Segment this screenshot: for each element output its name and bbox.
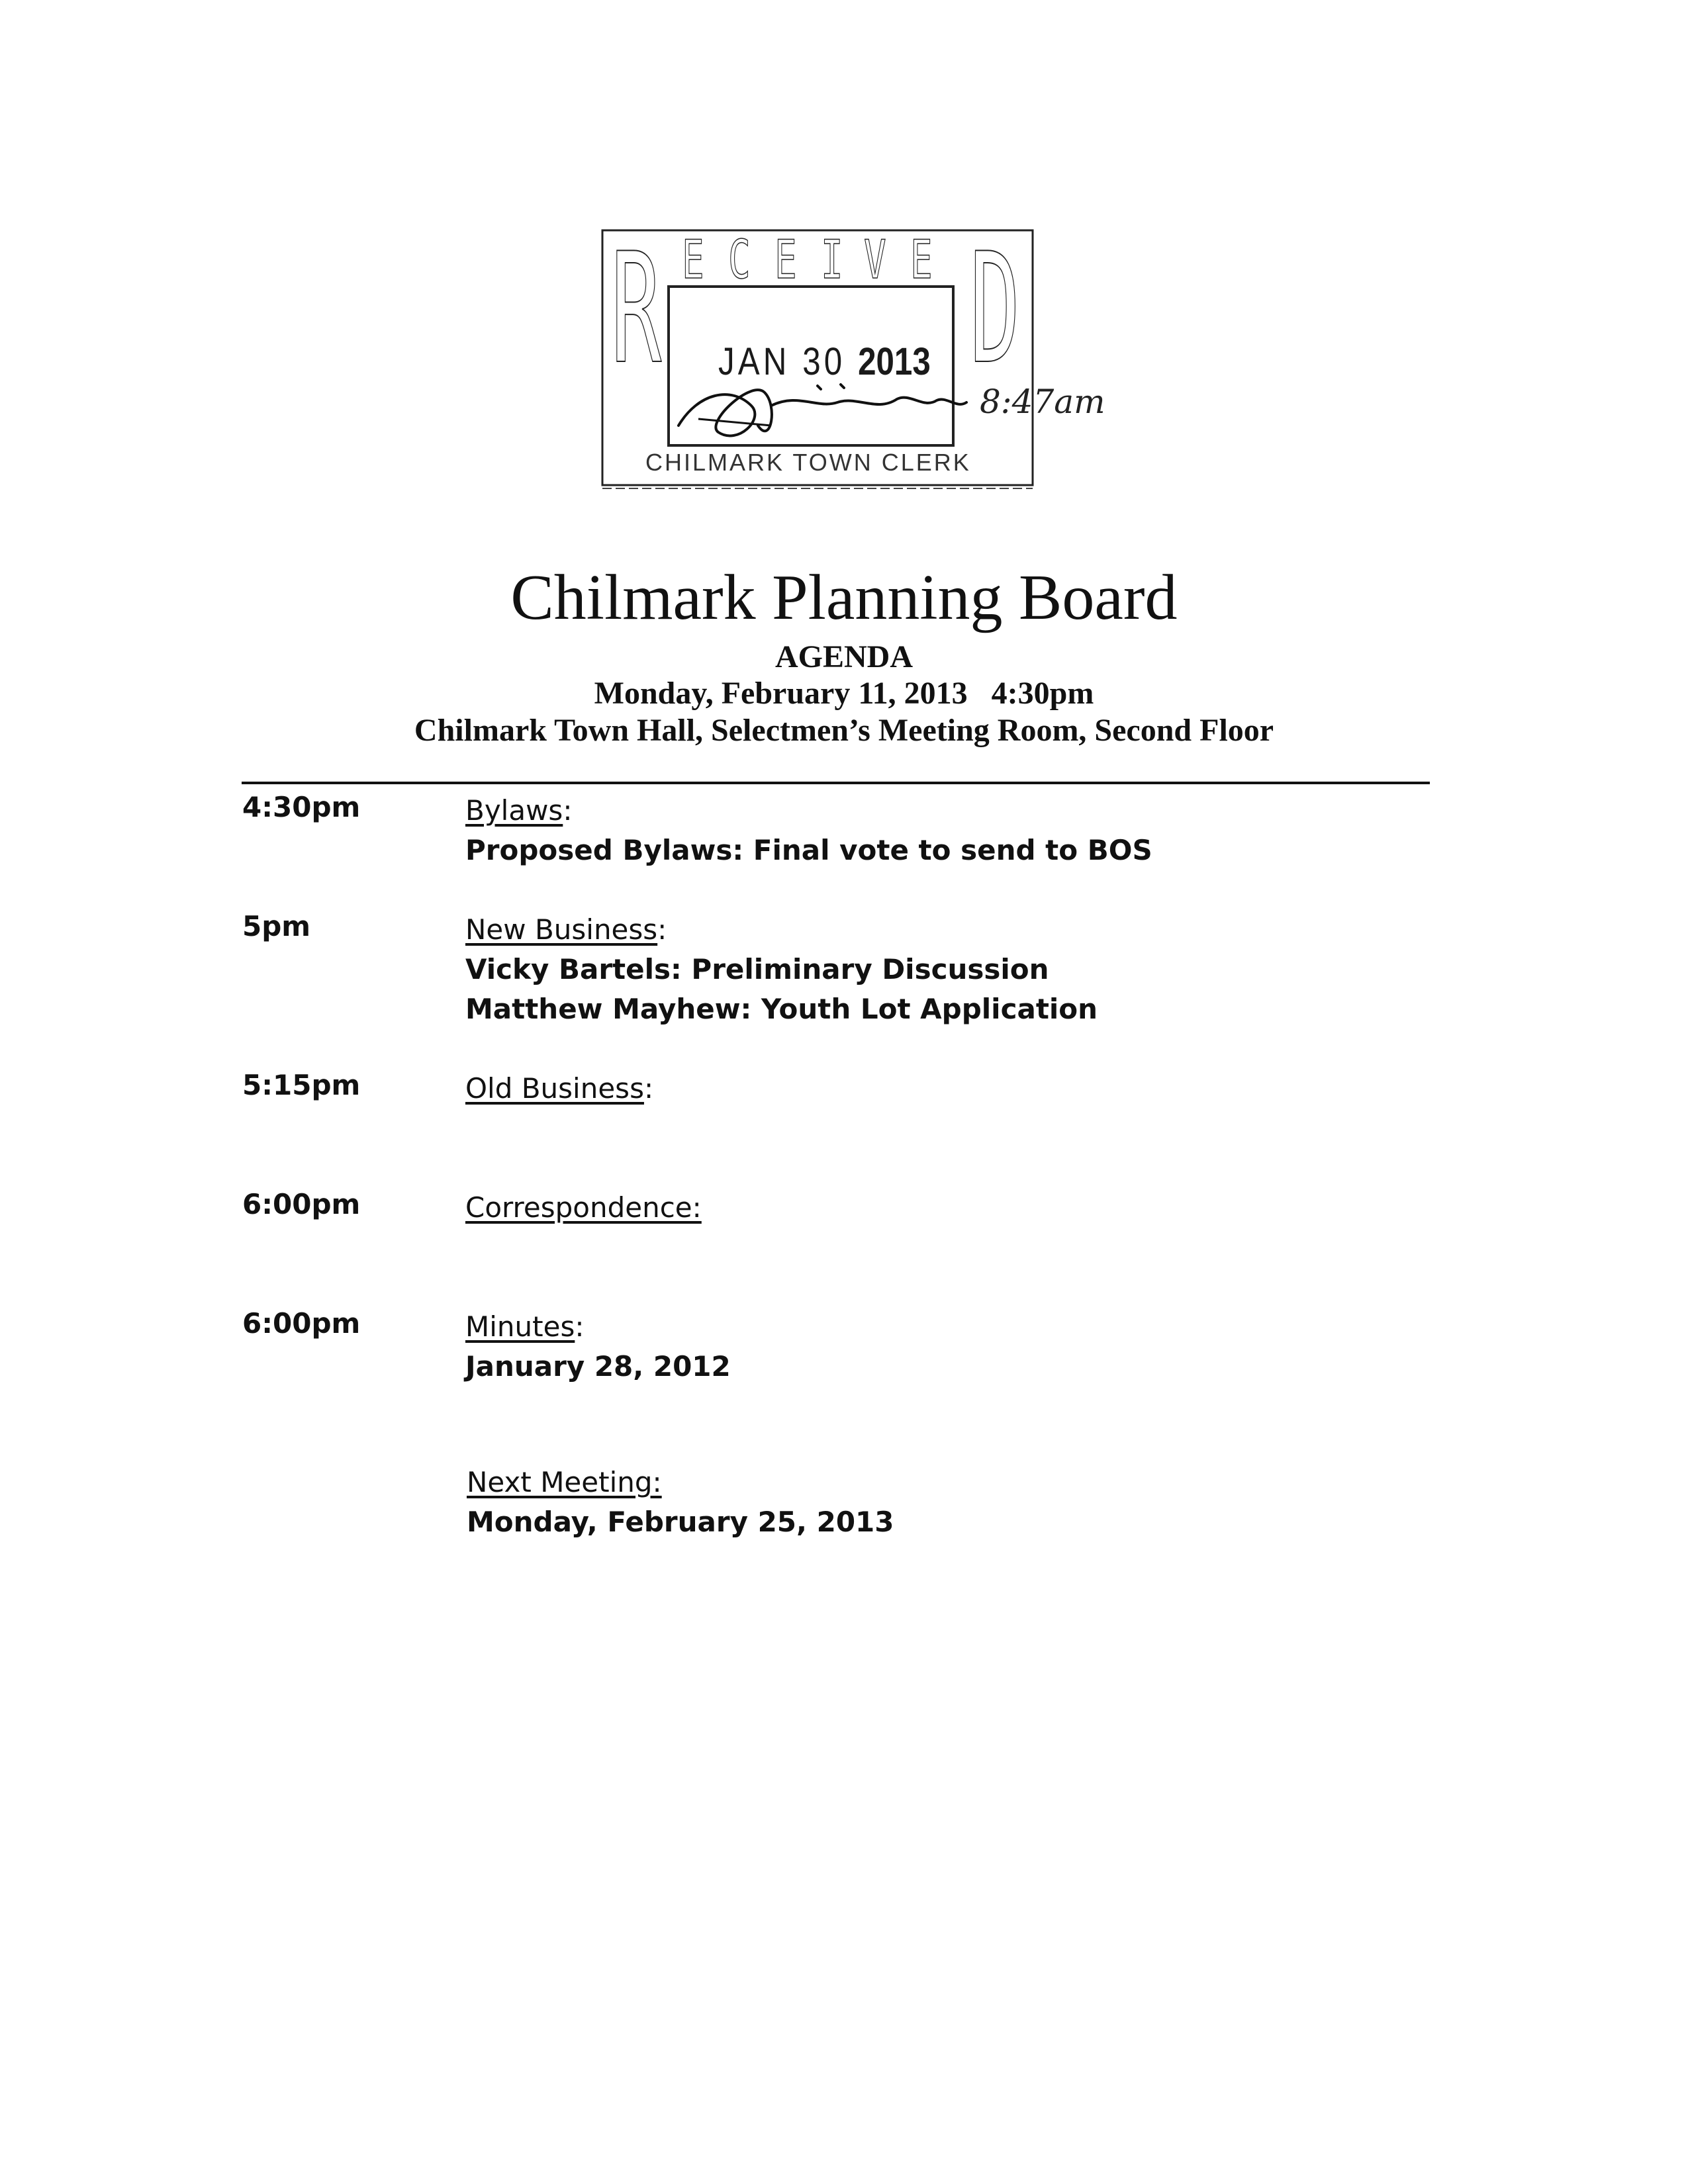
item-heading: Next Meeting: [467,1466,662,1498]
item-heading: Bylaws: [465,794,573,827]
stamp-letter: V [864,229,886,291]
meeting-date: Monday, February 11, 2013 4:30pm [594,676,1094,711]
stamp-letter: E [682,229,704,291]
stamp-letter-d: D [970,221,1021,398]
handwritten-time: 8:47am [980,383,1105,421]
item-time: 6:00pm [242,1307,361,1340]
item-body [465,1188,702,1228]
stamp-letter: E [774,229,797,291]
signature-scribble [679,385,966,435]
item-line: Proposed Bylaws: Final vote to send to BOS [465,834,1152,866]
item-body [465,1069,653,1109]
item-heading: New Business: [465,913,667,946]
item-time: 5:15pm [242,1069,361,1101]
header-divider [242,782,1430,784]
item-line: Vicky Bartels: Preliminary Discussion [465,953,1049,985]
item-time: 6:00pm [242,1188,361,1220]
item-body [467,1463,894,1542]
item-heading: Old Business: [465,1072,654,1105]
stamp-date-year: 2013 [858,340,931,383]
item-body [465,1307,731,1387]
stamp-letter-r: R [611,221,662,398]
item-body [465,910,1098,1029]
item-heading: Correspondence: [465,1191,702,1224]
item-line: January 28, 2012 [465,1350,731,1383]
item-heading: Minutes: [465,1310,585,1343]
stamp-letter: I [821,229,843,291]
received-stamp [599,221,1105,492]
item-line: Matthew Mayhew: Youth Lot Application [465,993,1098,1025]
page-title: Chilmark Planning Board [510,562,1178,633]
item-time: 4:30pm [242,791,361,823]
agenda-label: AGENDA [774,639,913,674]
item-body [465,791,1152,870]
stamp-letter: E [910,229,933,291]
stamp-date-day: JAN 30 [718,340,846,383]
item-time: 5pm [242,910,311,942]
stamp-letter: C [728,229,751,291]
meeting-location: Chilmark Town Hall, Selectmen’s Meeting Room, Second Floor [414,713,1274,748]
stamp-date [718,340,931,384]
item-line: Monday, February 25, 2013 [467,1506,894,1538]
stamp-clerk-label: CHILMARK TOWN CLERK [645,449,971,476]
